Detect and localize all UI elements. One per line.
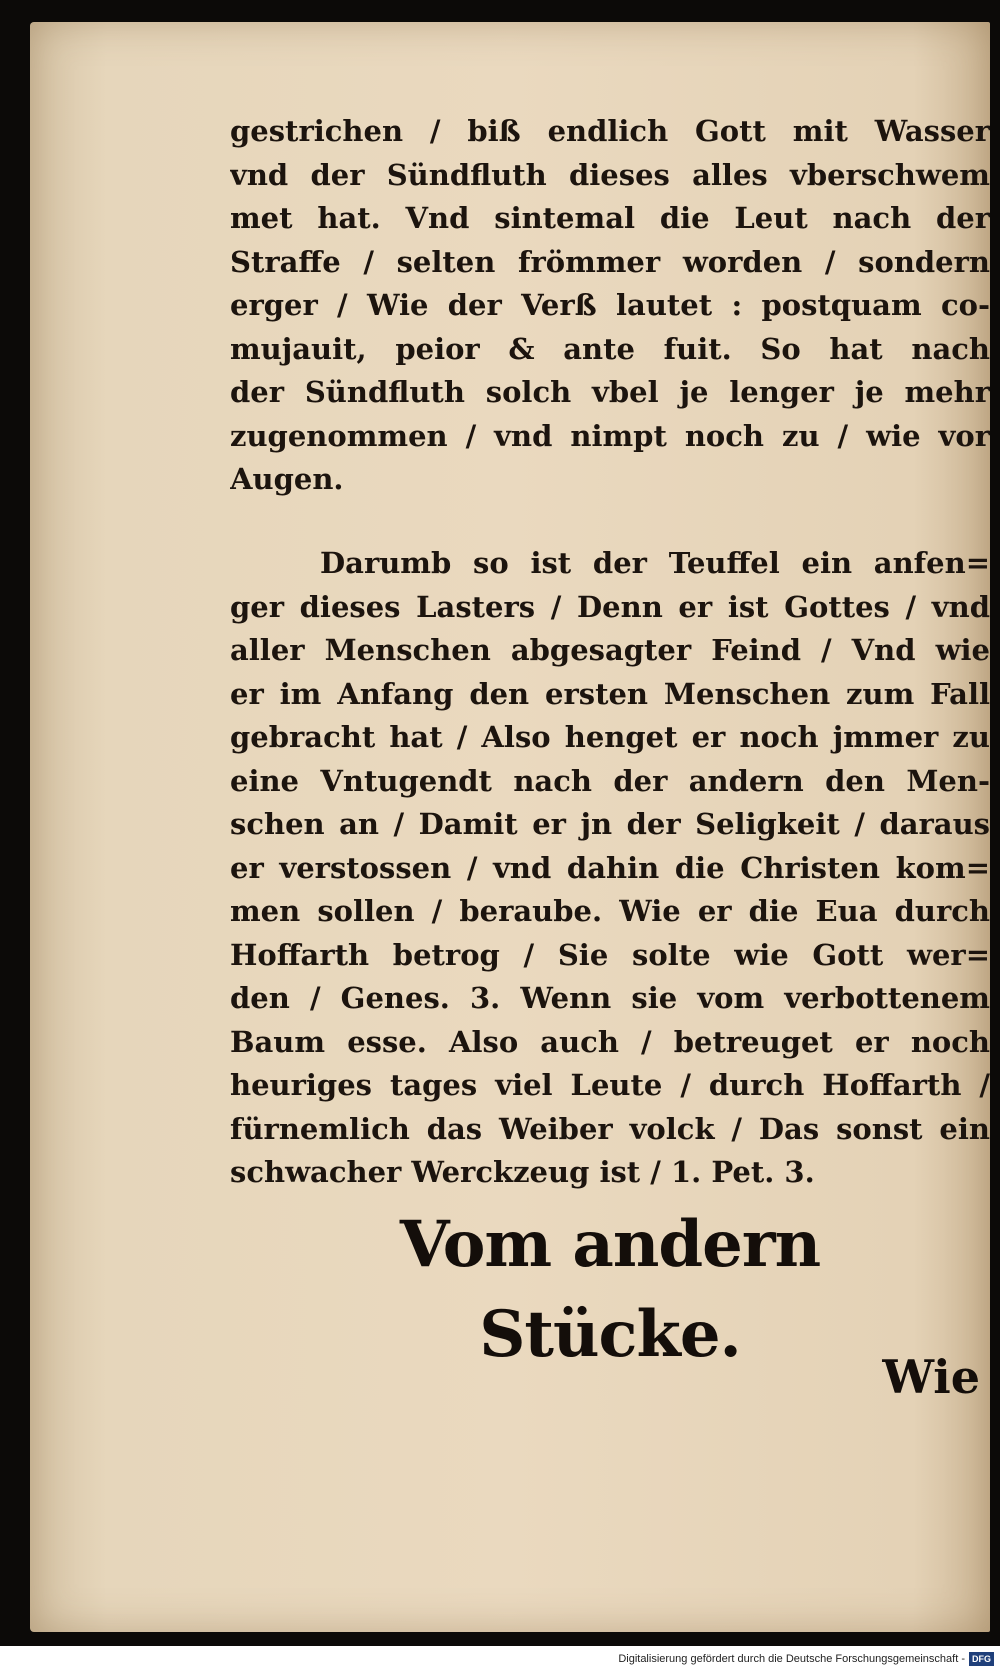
text-line: vnd der Sündfluth dieses alles vberschwem (230, 157, 990, 192)
text-line: er im Anfang den ersten Menschen zum Fall (230, 676, 990, 711)
text-line: mujauit, peior & ante fuit. So hat nach (230, 331, 990, 366)
paragraph-1 (230, 110, 990, 502)
text-line: schwacher Werckzeug ist / 1. Pet. 3. (230, 1155, 815, 1189)
paragraph-2 (230, 542, 990, 1195)
text-line: er verstossen / vnd dahin die Christen kom= (230, 850, 990, 885)
text-line: Straffe / selten frömmer worden / sondern (230, 244, 990, 279)
text-line: fürnemlich das Weiber volck / Das sonst ein (230, 1111, 990, 1146)
text-line: ger dieses Lasters / Denn er ist Gottes / vnd (230, 589, 990, 624)
text-line: aller Menschen abgesagter Feind / Vnd wie (230, 633, 990, 667)
text-line: Baum esse. Also auch / betreuget er noch (230, 1024, 990, 1059)
text-line: men sollen / beraube. Wie er die Eua durch (230, 894, 990, 928)
text-line: den / Genes. 3. Wenn sie vom verbottenem (230, 981, 990, 1015)
text-line: der Sündfluth solch vbel je lenger je mehr (230, 375, 990, 409)
digitization-footer (0, 1648, 1000, 1670)
section-heading: Vom andern Stücke. (399, 1207, 821, 1372)
text-line: Hoffarth betrog / Sie solte wie Gott wer= (230, 937, 990, 972)
text-line: Augen. (230, 462, 344, 496)
text-line: schen an / Damit er jn der Seligkeit / daraus (230, 807, 990, 841)
footer-credit: Digitalisierung gefördert durch die Deutsche Forschungsgemeinschaft - (618, 1653, 965, 1665)
text-line: gestrichen / biß endlich Gott mit Wasser (230, 114, 990, 148)
text-line: heuriges tages viel Leute / durch Hoffarth / (230, 1068, 990, 1102)
text-line: eine Vntugendt nach der andern den Men- (230, 763, 990, 798)
text-line: met hat. Vnd sintemal die Leut nach der (230, 201, 990, 235)
text-line: erger / Wie der Verß lautet : postquam co- (230, 288, 990, 322)
text-line: gebracht hat / Also henget er noch jmmer zu (230, 720, 990, 754)
text-line: Darumb so ist der Teuffel ein anfen= (320, 546, 990, 580)
text-line: zugenommen / vnd nimpt noch zu / wie vor (230, 418, 990, 453)
catchword: Wie (882, 1350, 980, 1404)
book-page (30, 22, 990, 1632)
dfg-logo: DFG (969, 1652, 994, 1666)
